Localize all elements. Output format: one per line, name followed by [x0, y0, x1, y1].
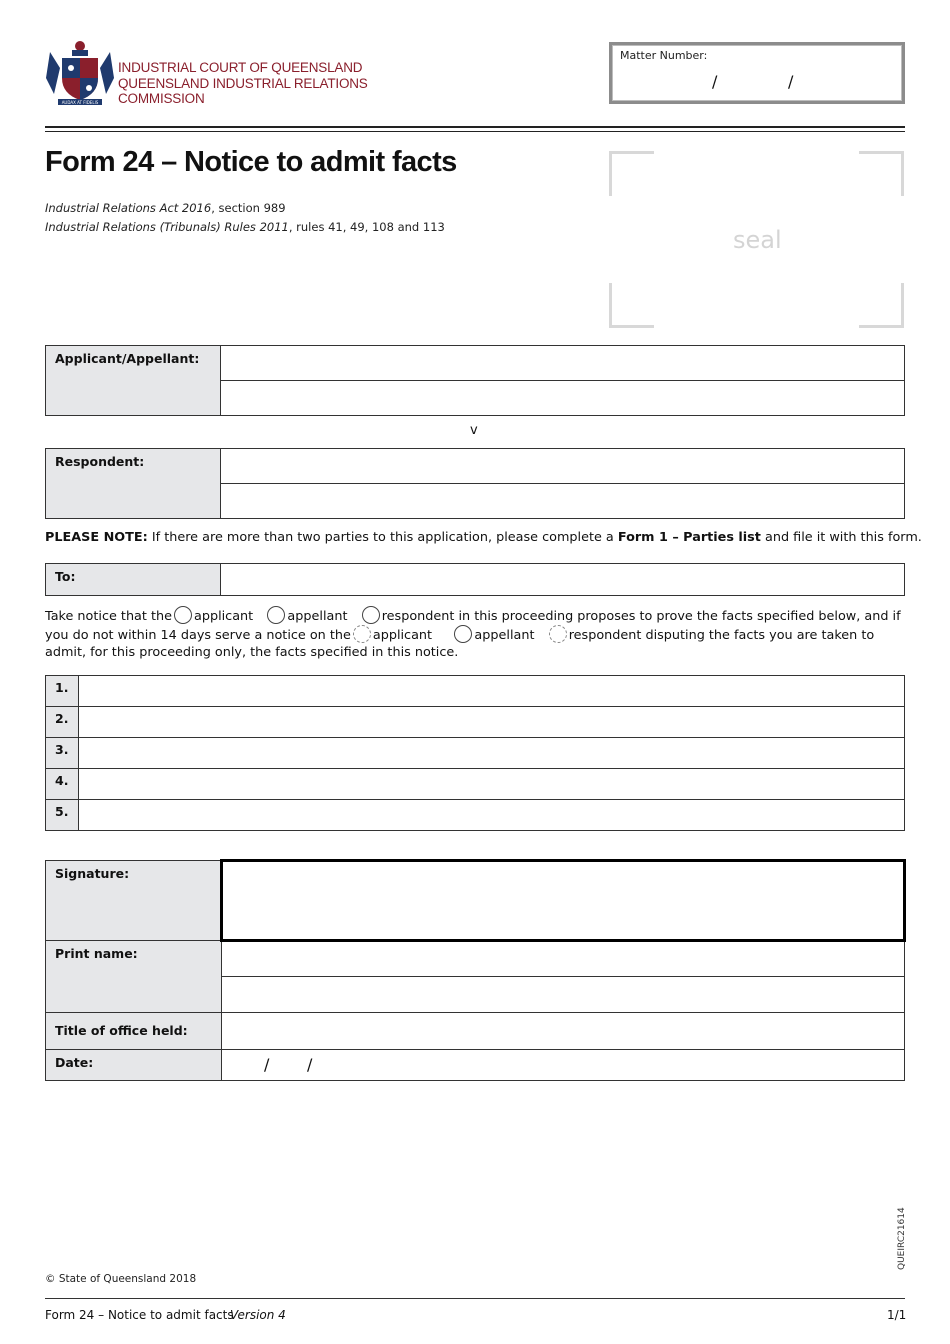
date-label: Date: — [46, 1050, 222, 1081]
radio-respondent-2[interactable] — [549, 625, 567, 643]
seal-corner-tl — [609, 151, 654, 196]
radio-appellant-1[interactable] — [267, 606, 285, 624]
note-form-ref: Form 1 – Parties list — [617, 530, 761, 545]
footer-version: Version 4 — [230, 1308, 286, 1322]
versus-label: v — [470, 423, 478, 438]
header-divider — [45, 126, 905, 128]
respondent-input-2[interactable] — [221, 484, 905, 519]
notice-text-3: respondent disputing the facts you are taken to admit, for this proceeding only, the facts specified in this notice. — [45, 628, 875, 660]
rules-name: Industrial Relations (Tribunals) Rules 2011 — [45, 220, 289, 234]
radio-appellant-2[interactable] — [454, 625, 472, 643]
note-prefix: PLEASE NOTE: — [45, 530, 148, 545]
matter-separator-2: / — [788, 72, 794, 91]
radio-label-appellant-1: appellant — [287, 609, 348, 624]
please-note — [45, 530, 922, 545]
radio-applicant-2[interactable] — [353, 625, 371, 643]
applicant-table — [45, 345, 905, 416]
org-line-2: QUEENSLAND INDUSTRIAL RELATIONS — [118, 75, 368, 91]
copyright: © State of Queensland 2018 — [45, 1273, 197, 1285]
org-line-1: INDUSTRIAL COURT OF QUEENSLAND — [118, 60, 363, 75]
seal-corner-bl — [609, 283, 654, 328]
matter-number-field[interactable] — [609, 42, 905, 104]
radio-respondent-1[interactable] — [362, 606, 380, 624]
fact-input[interactable] — [79, 738, 905, 769]
seal-corner-tr — [859, 151, 904, 196]
signature-table — [45, 859, 906, 1081]
to-label: To: — [46, 564, 221, 596]
seal-label: seal — [733, 226, 782, 254]
notice-text-1: Take notice that the — [45, 609, 172, 624]
legislation-line-1 — [45, 201, 286, 215]
notice-paragraph — [45, 606, 915, 661]
matter-separator-1: / — [712, 72, 718, 91]
to-table — [45, 563, 905, 596]
crest-motto: AUDAX AT FIDELIS — [61, 100, 99, 105]
radio-applicant-1[interactable] — [174, 606, 192, 624]
respondent-label: Respondent: — [46, 449, 221, 519]
organisation-name — [118, 60, 368, 107]
fact-input[interactable] — [79, 769, 905, 800]
fact-input[interactable] — [79, 676, 905, 707]
header-divider-thin — [45, 131, 905, 132]
radio-label-appellant-2: appellant — [474, 628, 535, 643]
print-name-input-1[interactable] — [222, 941, 905, 977]
respondent-table — [45, 448, 905, 519]
respondent-input-1[interactable] — [221, 449, 905, 484]
act-name: Industrial Relations Act 2016 — [45, 201, 212, 215]
radio-label-applicant-1: applicant — [193, 609, 254, 624]
date-input[interactable] — [222, 1050, 905, 1081]
footer-divider — [45, 1298, 905, 1299]
form-code: QUEIRC21614 — [897, 1207, 907, 1270]
applicant-label: Applicant/Appellant: — [46, 346, 221, 416]
legislation-line-2 — [45, 220, 445, 234]
fact-number: 4. — [46, 769, 79, 800]
page-number: 1/1 — [887, 1308, 907, 1322]
note-text-2: and file it with this form. — [760, 530, 922, 545]
signature-label: Signature: — [46, 861, 222, 941]
matter-number-label: Matter Number: — [620, 49, 708, 62]
date-separator-1: / — [264, 1055, 270, 1074]
rules-sections: , rules 41, 49, 108 and 113 — [288, 220, 445, 234]
page-title: Form 24 – Notice to admit facts — [45, 146, 457, 178]
seal-corner-br — [859, 283, 904, 328]
fact-input[interactable] — [79, 800, 905, 831]
crest-logo — [44, 38, 116, 106]
print-name-input-2[interactable] — [222, 977, 905, 1013]
title-of-office-input[interactable] — [222, 1013, 905, 1050]
fact-number: 5. — [46, 800, 79, 831]
to-input[interactable] — [221, 564, 905, 596]
print-name-label: Print name: — [46, 941, 222, 1013]
title-of-office-label: Title of office held: — [46, 1013, 222, 1050]
act-section: , section 989 — [211, 201, 286, 215]
notice-text-2: respondent in this proceeding proposes to prove the facts specified below, and if you do not within 14 days serve a notice on the — [45, 609, 901, 643]
signature-input[interactable] — [222, 861, 905, 941]
date-separator-2: / — [307, 1055, 313, 1074]
applicant-input-1[interactable] — [221, 346, 905, 381]
fact-input[interactable] — [79, 707, 905, 738]
org-line-3: COMMISSION — [118, 91, 205, 106]
radio-label-applicant-2: applicant — [372, 628, 433, 643]
applicant-input-2[interactable] — [221, 381, 905, 416]
fact-number: 2. — [46, 707, 79, 738]
facts-table — [45, 675, 905, 831]
fact-number: 3. — [46, 738, 79, 769]
footer-form-name: Form 24 – Notice to admit facts — [45, 1308, 234, 1322]
fact-number: 1. — [46, 676, 79, 707]
note-text-1: If there are more than two parties to this application, please complete a — [147, 530, 618, 545]
